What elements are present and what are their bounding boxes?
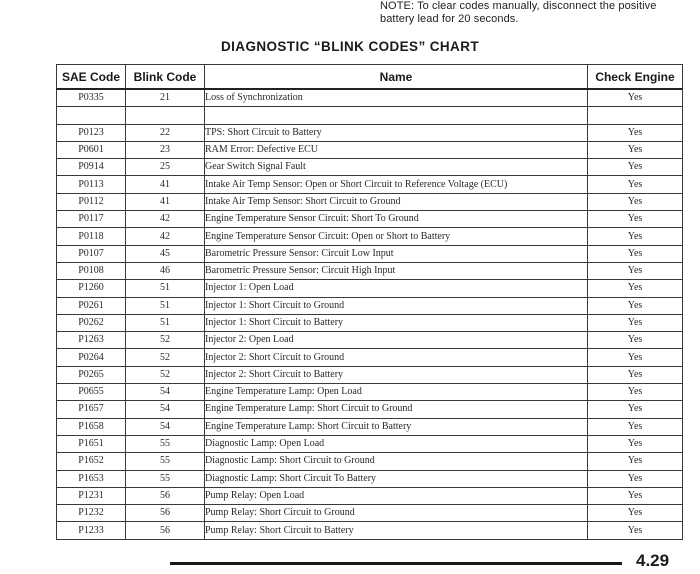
blink-code-cell: 56: [126, 522, 205, 539]
blink-code-cell: 55: [126, 470, 205, 487]
header-sae-code: SAE Code: [57, 65, 126, 90]
table-row: [57, 470, 683, 487]
check-engine-cell: Yes: [588, 245, 683, 262]
table-row: [57, 89, 683, 107]
blink-code-cell: 22: [126, 124, 205, 141]
table-row: [57, 176, 683, 193]
check-engine-cell: Yes: [588, 384, 683, 401]
code-name-cell: TPS: Short Circuit to Battery: [205, 124, 588, 141]
blink-code-cell: [126, 107, 205, 124]
table-header-row: [57, 65, 683, 90]
check-engine-cell: Yes: [588, 366, 683, 383]
sae-code-cell: P1263: [57, 332, 126, 349]
table-row: [57, 262, 683, 279]
code-name-cell: Diagnostic Lamp: Open Load: [205, 435, 588, 452]
table-row: [57, 159, 683, 176]
blink-code-cell: 55: [126, 435, 205, 452]
code-name-cell: Engine Temperature Sensor Circuit: Short To Ground: [205, 211, 588, 228]
code-name-cell: Gear Switch Signal Fault: [205, 159, 588, 176]
code-name-cell: Intake Air Temp Sensor: Short Circuit to Ground: [205, 193, 588, 210]
sae-code-cell: P0265: [57, 366, 126, 383]
blink-code-cell: 52: [126, 349, 205, 366]
check-engine-cell: Yes: [588, 522, 683, 539]
code-name-cell: Injector 2: Short Circuit to Battery: [205, 366, 588, 383]
sae-code-cell: P1652: [57, 453, 126, 470]
code-name-cell: Injector 2: Short Circuit to Ground: [205, 349, 588, 366]
sae-code-cell: P1260: [57, 280, 126, 297]
code-name-cell: Engine Temperature Lamp: Short Circuit to Ground: [205, 401, 588, 418]
sae-code-cell: P0117: [57, 211, 126, 228]
table-row: [57, 384, 683, 401]
check-engine-cell: Yes: [588, 453, 683, 470]
sae-code-cell: P1653: [57, 470, 126, 487]
blink-code-cell: 52: [126, 332, 205, 349]
code-name-cell: [205, 107, 588, 124]
header-check-engine: Check Engine: [588, 65, 683, 90]
check-engine-cell: Yes: [588, 297, 683, 314]
check-engine-cell: Yes: [588, 280, 683, 297]
code-name-cell: RAM Error: Defective ECU: [205, 141, 588, 158]
check-engine-cell: Yes: [588, 193, 683, 210]
blink-code-cell: 51: [126, 297, 205, 314]
sae-code-cell: P0107: [57, 245, 126, 262]
blink-code-cell: 51: [126, 314, 205, 331]
footer-rule: [170, 562, 622, 565]
code-name-cell: Diagnostic Lamp: Short Circuit To Battery: [205, 470, 588, 487]
sae-code-cell: P0108: [57, 262, 126, 279]
sae-code-cell: P1657: [57, 401, 126, 418]
page-number: 4.29: [636, 551, 670, 570]
table-row: [57, 107, 683, 124]
code-name-cell: Injector 2: Open Load: [205, 332, 588, 349]
table-row: [57, 505, 683, 522]
blink-code-cell: 54: [126, 401, 205, 418]
table-row: [57, 314, 683, 331]
table-row: [57, 522, 683, 539]
table-row: [57, 487, 683, 504]
check-engine-cell: Yes: [588, 124, 683, 141]
sae-code-cell: P0262: [57, 314, 126, 331]
table-row: [57, 453, 683, 470]
table-row: [57, 211, 683, 228]
header-blink-code: Blink Code: [126, 65, 205, 90]
table-row: [57, 193, 683, 210]
blink-code-cell: 52: [126, 366, 205, 383]
table-row: [57, 435, 683, 452]
check-engine-cell: Yes: [588, 487, 683, 504]
blink-code-cell: 46: [126, 262, 205, 279]
code-name-cell: Intake Air Temp Sensor: Open or Short Circuit to Reference Voltage (ECU): [205, 176, 588, 193]
code-name-cell: Diagnostic Lamp: Short Circuit to Ground: [205, 453, 588, 470]
blink-codes-table: [56, 64, 683, 540]
check-engine-cell: Yes: [588, 262, 683, 279]
sae-code-cell: P0113: [57, 176, 126, 193]
code-name-cell: Engine Temperature Lamp: Short Circuit to Battery: [205, 418, 588, 435]
check-engine-cell: Yes: [588, 418, 683, 435]
table-row: [57, 349, 683, 366]
check-engine-cell: Yes: [588, 332, 683, 349]
code-name-cell: Engine Temperature Sensor Circuit: Open or Short to Battery: [205, 228, 588, 245]
check-engine-cell: Yes: [588, 401, 683, 418]
table-row: [57, 366, 683, 383]
chart-title: DIAGNOSTIC “BLINK CODES” CHART: [221, 39, 479, 54]
blink-code-cell: 51: [126, 280, 205, 297]
check-engine-cell: Yes: [588, 89, 683, 107]
code-name-cell: Barometric Pressure Sensor: Circuit High Input: [205, 262, 588, 279]
check-engine-cell: Yes: [588, 314, 683, 331]
table-row: [57, 401, 683, 418]
blink-code-cell: 54: [126, 418, 205, 435]
sae-code-cell: P0118: [57, 228, 126, 245]
table-row: [57, 332, 683, 349]
table-row: [57, 124, 683, 141]
sae-code-cell: P1658: [57, 418, 126, 435]
blink-code-cell: 55: [126, 453, 205, 470]
table-row: [57, 418, 683, 435]
table-row: [57, 280, 683, 297]
code-name-cell: Pump Relay: Open Load: [205, 487, 588, 504]
sae-code-cell: P0261: [57, 297, 126, 314]
check-engine-cell: Yes: [588, 211, 683, 228]
blink-code-cell: 21: [126, 89, 205, 107]
clear-codes-note: NOTE: To clear codes manually, disconnect the positive battery lead for 20 seconds.: [380, 0, 657, 25]
blink-code-cell: 54: [126, 384, 205, 401]
sae-code-cell: P1231: [57, 487, 126, 504]
sae-code-cell: P0264: [57, 349, 126, 366]
sae-code-cell: P1233: [57, 522, 126, 539]
check-engine-cell: Yes: [588, 228, 683, 245]
code-name-cell: Pump Relay: Short Circuit to Ground: [205, 505, 588, 522]
header-name: Name: [205, 65, 588, 90]
sae-code-cell: P1232: [57, 505, 126, 522]
blink-code-cell: 23: [126, 141, 205, 158]
table-row: [57, 141, 683, 158]
blink-code-cell: 42: [126, 211, 205, 228]
check-engine-cell: Yes: [588, 141, 683, 158]
code-name-cell: Pump Relay: Short Circuit to Battery: [205, 522, 588, 539]
table-body: [57, 89, 683, 539]
table-row: [57, 297, 683, 314]
check-engine-cell: Yes: [588, 176, 683, 193]
code-name-cell: Injector 1: Short Circuit to Ground: [205, 297, 588, 314]
sae-code-cell: P0914: [57, 159, 126, 176]
sae-code-cell: P0655: [57, 384, 126, 401]
blink-code-cell: 25: [126, 159, 205, 176]
blink-code-cell: 45: [126, 245, 205, 262]
blink-code-cell: 56: [126, 487, 205, 504]
table-row: [57, 228, 683, 245]
blink-code-cell: 42: [126, 228, 205, 245]
sae-code-cell: P0123: [57, 124, 126, 141]
code-name-cell: Barometric Pressure Sensor: Circuit Low Input: [205, 245, 588, 262]
check-engine-cell: Yes: [588, 159, 683, 176]
check-engine-cell: Yes: [588, 505, 683, 522]
sae-code-cell: P1651: [57, 435, 126, 452]
check-engine-cell: Yes: [588, 435, 683, 452]
sae-code-cell: P0112: [57, 193, 126, 210]
check-engine-cell: Yes: [588, 349, 683, 366]
code-name-cell: Injector 1: Open Load: [205, 280, 588, 297]
blink-code-cell: 41: [126, 193, 205, 210]
sae-code-cell: P0335: [57, 89, 126, 107]
code-name-cell: Loss of Synchronization: [205, 89, 588, 107]
sae-code-cell: P0601: [57, 141, 126, 158]
blink-code-cell: 56: [126, 505, 205, 522]
table-row: [57, 245, 683, 262]
code-name-cell: Engine Temperature Lamp: Open Load: [205, 384, 588, 401]
check-engine-cell: Yes: [588, 470, 683, 487]
sae-code-cell: [57, 107, 126, 124]
blink-code-cell: 41: [126, 176, 205, 193]
check-engine-cell: [588, 107, 683, 124]
code-name-cell: Injector 1: Short Circuit to Battery: [205, 314, 588, 331]
